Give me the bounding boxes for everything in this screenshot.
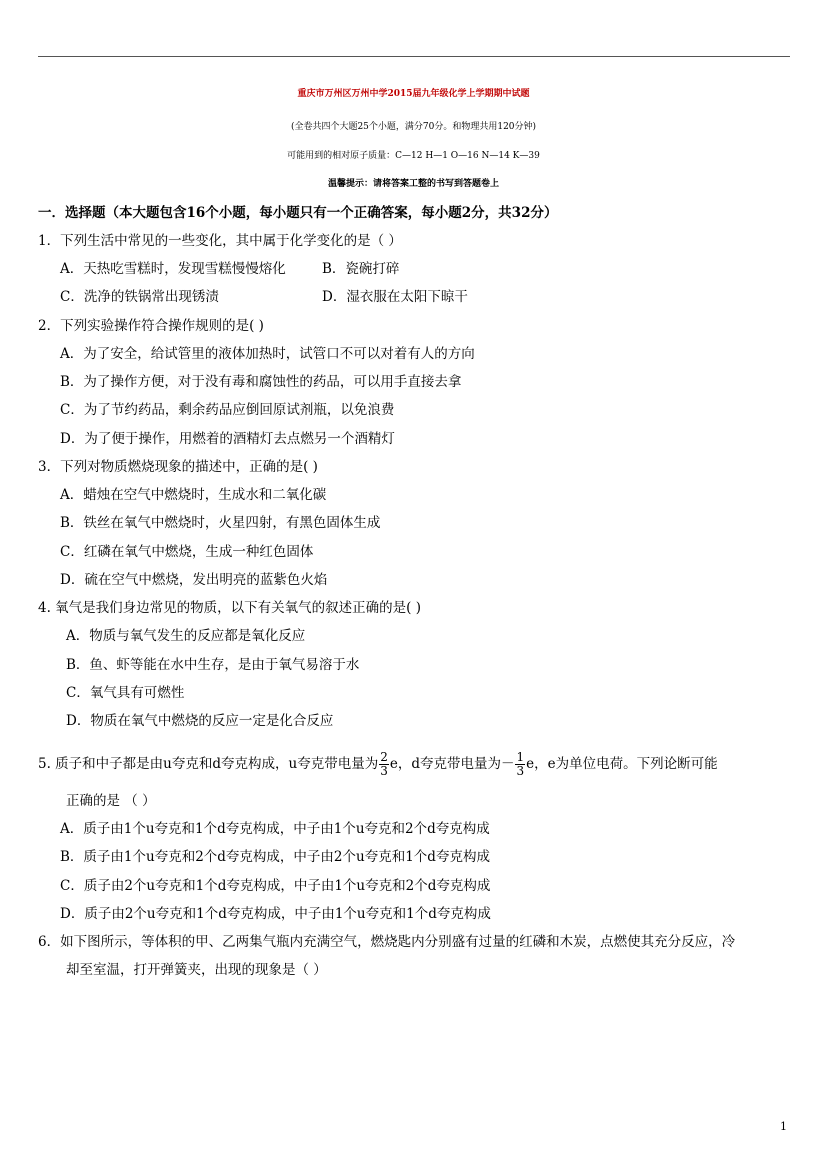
question-6-stem: 6．如下图所示，等体积的甲、乙两集气瓶内充满空气，燃烧匙内分别盛有过量的红磷和木炭，点燃使其充分反应，冷 bbox=[38, 934, 736, 950]
question-3-stem: 3．下列对物质燃烧现象的描述中，正确的是( ) bbox=[38, 459, 318, 475]
question-2-option-d: D．为了便于操作，用燃着的酒精灯去点燃另一个酒精灯 bbox=[60, 431, 395, 447]
page-number: 1 bbox=[780, 1120, 787, 1133]
question-5-stem-part3: e，e为单位电荷。下列论断可能 bbox=[526, 756, 718, 772]
question-4-stem: 4. 氧气是我们身边常见的物质，以下有关氧气的叙述正确的是( ) bbox=[38, 600, 421, 616]
question-3-option-b: B．铁丝在氧气中燃烧时，火星四射，有黑色固体生成 bbox=[60, 515, 381, 531]
question-1-stem: 1．下列生活中常见的一些变化，其中属于化学变化的是（ ） bbox=[38, 233, 402, 249]
question-5-stem-continued: 正确的是 （ ） bbox=[66, 793, 156, 809]
question-2-option-b: B．为了操作方便，对于没有毒和腐蚀性的药品，可以用手直接去拿 bbox=[60, 374, 462, 390]
question-4-option-c: C．氧气具有可燃性 bbox=[66, 685, 185, 701]
question-3-option-a: A．蜡烛在空气中燃烧时，生成水和二氧化碳 bbox=[60, 487, 327, 503]
question-5-option-a: A．质子由1个u夸克和1个d夸克构成，中子由1个u夸克和2个d夸克构成 bbox=[60, 821, 490, 837]
question-2-option-a: A．为了安全，给试管里的液体加热时，试管口不可以对着有人的方向 bbox=[60, 346, 475, 362]
question-3-option-d: D．硫在空气中燃烧，发出明亮的蓝紫色火焰 bbox=[60, 572, 328, 588]
atomic-masses: 可能用到的相对原子质量：C—12 H—1 O—16 N—14 K—39 bbox=[287, 151, 540, 161]
fraction-1-numerator: 2 bbox=[380, 750, 388, 764]
question-4-option-a: A．物质与氧气发生的反应都是氧化反应 bbox=[66, 628, 306, 644]
question-4-option-d: D．物质在氧气中燃烧的反应一定是化合反应 bbox=[66, 713, 334, 729]
question-5-stem-part1: 5. 质子和中子都是由u夸克和d夸克构成，u夸克带电量为 bbox=[38, 756, 379, 772]
question-5-stem-part2: e，d夸克带电量为－ bbox=[389, 756, 515, 772]
fraction-two-thirds bbox=[379, 751, 389, 778]
fraction-2-numerator: 1 bbox=[516, 750, 525, 764]
header-rule bbox=[38, 56, 790, 57]
question-1-option-a: A．天热吃雪糕时，发现雪糕慢慢熔化 bbox=[60, 261, 286, 277]
question-3-option-c: C．红磷在氧气中燃烧，生成一种红色固体 bbox=[60, 544, 314, 560]
exam-title: 重庆市万州区万州中学2015届九年级化学上学期期中试题 bbox=[297, 89, 530, 99]
question-6-stem-continued: 却至室温，打开弹簧夹，出现的现象是（ ） bbox=[66, 962, 327, 978]
question-1-option-c: C．洗净的铁锅常出现锈渍 bbox=[60, 289, 219, 305]
fraction-1-denominator: 3 bbox=[380, 764, 388, 778]
section-heading: 一．选择题（本大题包含16个小题，每小题只有一个正确答案，每小题2分，共32分） bbox=[38, 205, 558, 221]
notice: 温馨提示：请将答案工整的书写到答题卷上 bbox=[327, 179, 499, 189]
question-5-option-b: B．质子由1个u夸克和2个d夸克构成，中子由2个u夸克和1个d夸克构成 bbox=[60, 849, 490, 865]
question-1-option-b: B．瓷碗打碎 bbox=[322, 261, 400, 277]
question-4-option-b: B．鱼、虾等能在水中生存，是由于氧气易溶于水 bbox=[66, 657, 360, 673]
question-5-stem bbox=[38, 751, 718, 778]
question-2-stem: 2．下列实验操作符合操作规则的是( ) bbox=[38, 318, 264, 334]
question-5-option-c: C．质子由2个u夸克和1个d夸克构成，中子由1个u夸克和2个d夸克构成 bbox=[60, 878, 491, 894]
question-1-option-d: D．湿衣服在太阳下晾干 bbox=[322, 289, 468, 305]
question-2-option-c: C．为了节约药品，剩余药品应倒回原试剂瓶，以免浪费 bbox=[60, 402, 395, 418]
fraction-2-denominator: 3 bbox=[516, 764, 525, 778]
exam-subtitle: (全卷共四个大题25个小题，满分70分。和物理共用120分钟) bbox=[290, 122, 537, 132]
question-5-option-d: D．质子由2个u夸克和1个d夸克构成，中子由1个u夸克和1个d夸克构成 bbox=[60, 906, 491, 922]
fraction-one-third bbox=[515, 751, 525, 778]
